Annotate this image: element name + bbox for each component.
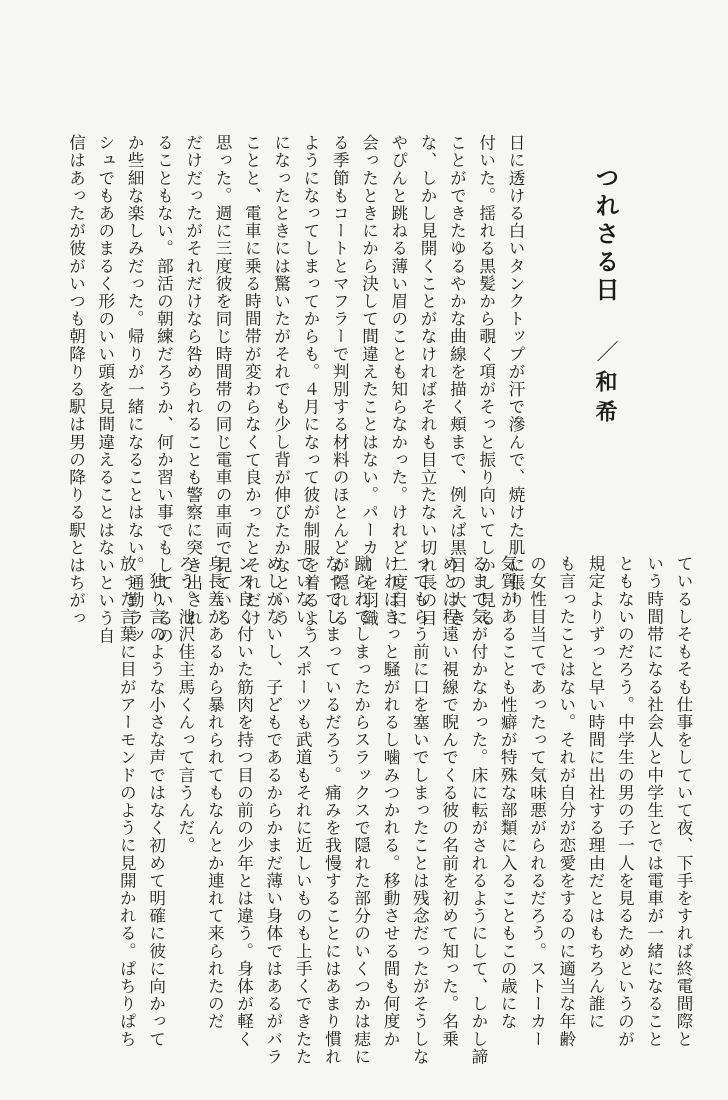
text-column: 思った。週に三度彼を同じ時間帯の同じ電車の車両で見ている [213, 134, 233, 627]
text-column: だけだったがそれだけなら咎められることも警察に突き出され [183, 134, 203, 627]
text-column: ければきっと騒がれるし噛みつかれる。移動させる間も何度か [381, 555, 401, 1048]
body-text-lower [98, 555, 698, 1066]
text-column: 会ったときにから決して間違えたことはない。パーカーを羽織 [359, 134, 379, 627]
text-column: やぴんと跳ねる薄い眉のことも知らなかった。けれど二度目に [388, 134, 408, 627]
text-column: ていない。スポーツも武道もそれに近しいものも上手くできたた [293, 555, 313, 1066]
text-column: 身長差があるから暴れられてもなんとか連れて来られたのだ [205, 555, 225, 1031]
text-column: な、しかし見開くことがなければそれも目立たない切れ長の目 [418, 134, 438, 627]
text-column: ンス良く付いた筋肉を持つ目の前の少年とは違う。身体が軽く [234, 555, 254, 1048]
text-column: めとは程遠い視線で睨んでくる彼の名前を初めて知った。名乗 [439, 555, 459, 1048]
text-column: 規定よりずっと早い時間に出社する理由だとはもちろん誰に [586, 555, 606, 1031]
text-column: 日に透ける白いタンクトップが汗で滲んで、焼けた肌に張り [506, 134, 525, 610]
text-column: 蹴られてしまったからスラックスで隠れた部分のいくつかは痣に [351, 555, 371, 1066]
text-column: ともないのだろう。中学生の男の子一人を見るためというのが [615, 555, 635, 1048]
text-column: いう時間帯になる社会人と中学生とでは電車が一緒になること [644, 555, 664, 1048]
text-column: めしがないし、子どもであるからかまだ薄い身体ではあるがバラ [263, 555, 283, 1066]
text-column: ようになってしまってからも。４月になって彼が制服を着るよう [300, 134, 320, 645]
text-column: ることもない。部活の朝練だろうか、何か習い事でもしているの [154, 134, 174, 645]
text-column: ているしそもそも仕事をしていて夜、下手をすれば終電間際と [674, 555, 693, 1048]
text-column: も言ったことはない。それが自分が恋愛をするのに適当な年齢 [556, 555, 576, 1048]
body-text-upper [66, 134, 530, 645]
title-text: つれさる日 [591, 165, 620, 305]
text-column: シュでもあのまるく形のいい頭を見間違えることはないという自 [95, 134, 115, 645]
text-column: ことができたゆるやかな曲線を描く頬まで、例えば黒目の大き [447, 134, 467, 627]
text-column: ことと、電車に乗る時間帯が変わらなくて良かったとそれだけ [242, 134, 262, 627]
text-column: ってもらう前に口を塞いでしまったことは残念だったがそうしな [410, 555, 430, 1066]
text-column: か些細な楽しみだった。帰りが一緒になることはない。通勤ラッ [125, 134, 145, 645]
text-column: るまで気が付かなかった。床に転がされるようにして、しかし諦 [468, 555, 488, 1066]
text-column: る季節もコートとマフラーで判別する材料のほとんどが隠れる [330, 134, 350, 627]
text-column: ろう。池沢佳主馬くんって言うんだ。 [175, 555, 195, 855]
text-column: 独り言のような小さな声ではなく初めて明確に彼に向かって [146, 555, 166, 1048]
text-column: 信はあったが彼がいつも朝降りる駅は男の降りる駅とはちがっ [66, 134, 86, 627]
text-column: になったときには驚いたがそれでも少し背が伸びたかなという [271, 134, 291, 627]
text-column: 気質があることも性癖が特殊な部類に入ることもこの歳にな [498, 555, 518, 1031]
text-column: の女性目当てであったって気味悪がられるだろう。ストーカー [527, 555, 547, 1048]
text-column: なってしまっているだろう。痛みを我慢することにはあまり慣れ [322, 555, 342, 1066]
author-line [590, 340, 621, 430]
author-name: 和希 [592, 370, 618, 430]
text-column: 付いた。揺れる黒髪から覗く項がそっと振り向いてしかし見る [476, 134, 496, 627]
text-column: 放った言葉に目がアーモンドのように見開かれる。ぱちりぱち [117, 555, 137, 1048]
title-author-separator: ／ [593, 340, 618, 370]
